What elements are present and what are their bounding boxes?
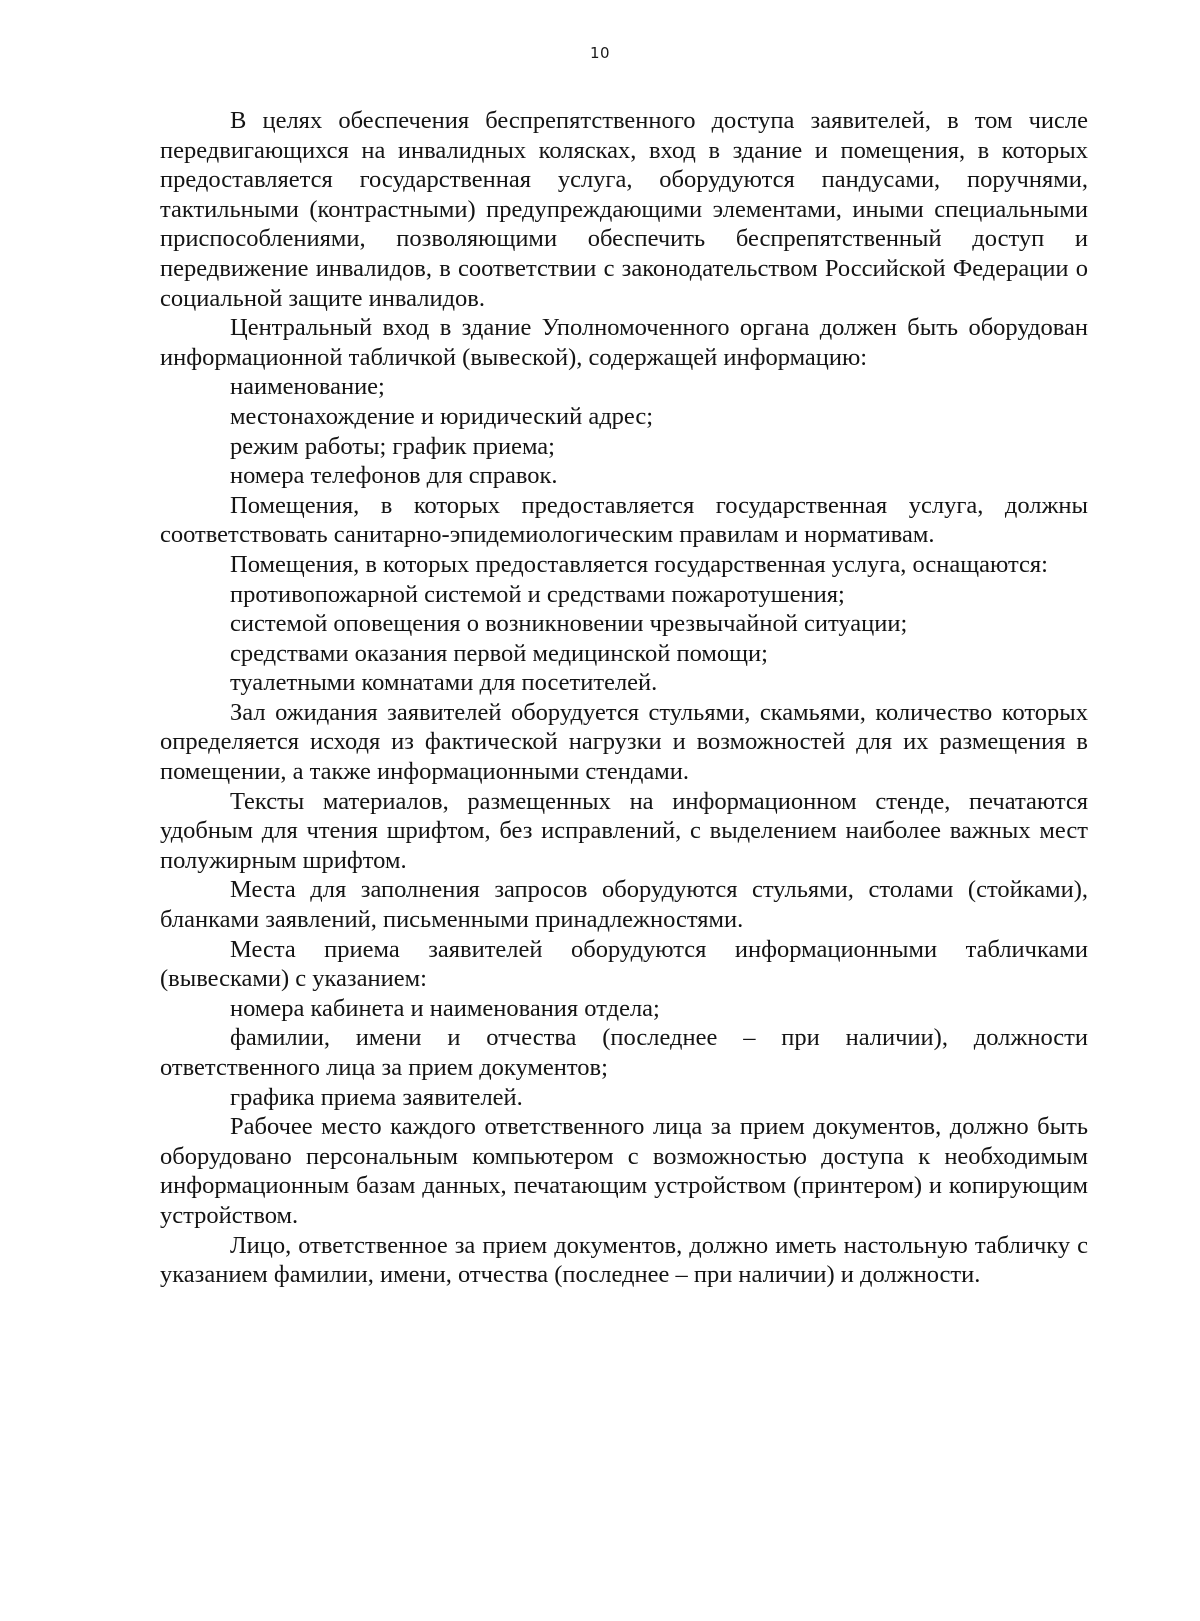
paragraph: Рабочее место каждого ответственного лица за прием документов, должно быть оборудовано персональным компьютером с возможностью доступа к необходимым информационным базам данных, печатающим устройством (принтером) и копирующим устройством. — [160, 1113, 1088, 1229]
list-item: средствами оказания первой медицинской помощи; — [230, 639, 768, 667]
paragraph: Зал ожидания заявителей оборудуется стульями, скамьями, количество которых определяется исходя из фактической нагрузки и возможностей для их размещения в помещении, а также информационными стендами. — [160, 698, 1088, 786]
paragraph: В целях обеспечения беспрепятственного доступа заявителей, в том числе передвигающихся на инвалидных колясках, вход в здание и помещения, в которых предоставляется государственная услуга, оборудуются пандусами, поручнями, тактильными (контрастными) предупреждающими элементами, иными специальными приспособлениями, позволяющими обеспечить беспрепятственный доступ и передвижение инвалидов, в соответствии с законодательством Российской Федерации о социальной защите инвалидов. — [160, 107, 1088, 312]
paragraph: Тексты материалов, размещенных на информационном стенде, печатаются удобным для чтения шрифтом, без исправлений, с выделением наиболее важных мест полужирным шрифтом. — [160, 787, 1088, 874]
list-item: режим работы; график приема; — [230, 432, 555, 460]
list-item: местонахождение и юридический адрес; — [230, 402, 654, 430]
paragraph: Места для заполнения запросов оборудуются стульями, столами (стойками), бланками заявлений, письменными принадлежностями. — [160, 876, 1088, 934]
paragraph: Помещения, в которых предоставляется государственная услуга, оснащаются: — [230, 550, 1048, 578]
paragraph: фамилии, имени и отчества (последнее – при наличии), должности ответственного лица за прием документов; — [160, 1024, 1088, 1081]
list-item: номера кабинета и наименования отдела; — [230, 994, 660, 1022]
page-number: 10 — [589, 44, 611, 62]
list-item: графика приема заявителей. — [230, 1083, 523, 1111]
list-item: противопожарной системой и средствами пожаротушения; — [230, 580, 845, 608]
paragraph: Лицо, ответственное за прием документов, должно иметь настольную табличку с указанием фамилии, имени, отчества (последнее – при наличии) и должности. — [160, 1231, 1088, 1289]
list-item: номера телефонов для справок. — [230, 462, 558, 490]
list-item: туалетными комнатами для посетителей. — [230, 669, 658, 697]
list-item: системой оповещения о возникновении чрезвычайной ситуации; — [230, 610, 908, 638]
list-item: наименование; — [230, 373, 385, 401]
document-body — [160, 106, 1088, 1290]
paragraph: Места приема заявителей оборудуются информационными табличками (вывесками) с указанием: — [160, 935, 1088, 993]
paragraph: Помещения, в которых предоставляется государственная услуга, должны соответствовать санитарно-эпидемиологическим правилам и нормативам. — [160, 491, 1088, 549]
paragraph: Центральный вход в здание Уполномоченного органа должен быть оборудован информационной табличкой (вывеской), содержащей информацию: — [160, 314, 1088, 371]
